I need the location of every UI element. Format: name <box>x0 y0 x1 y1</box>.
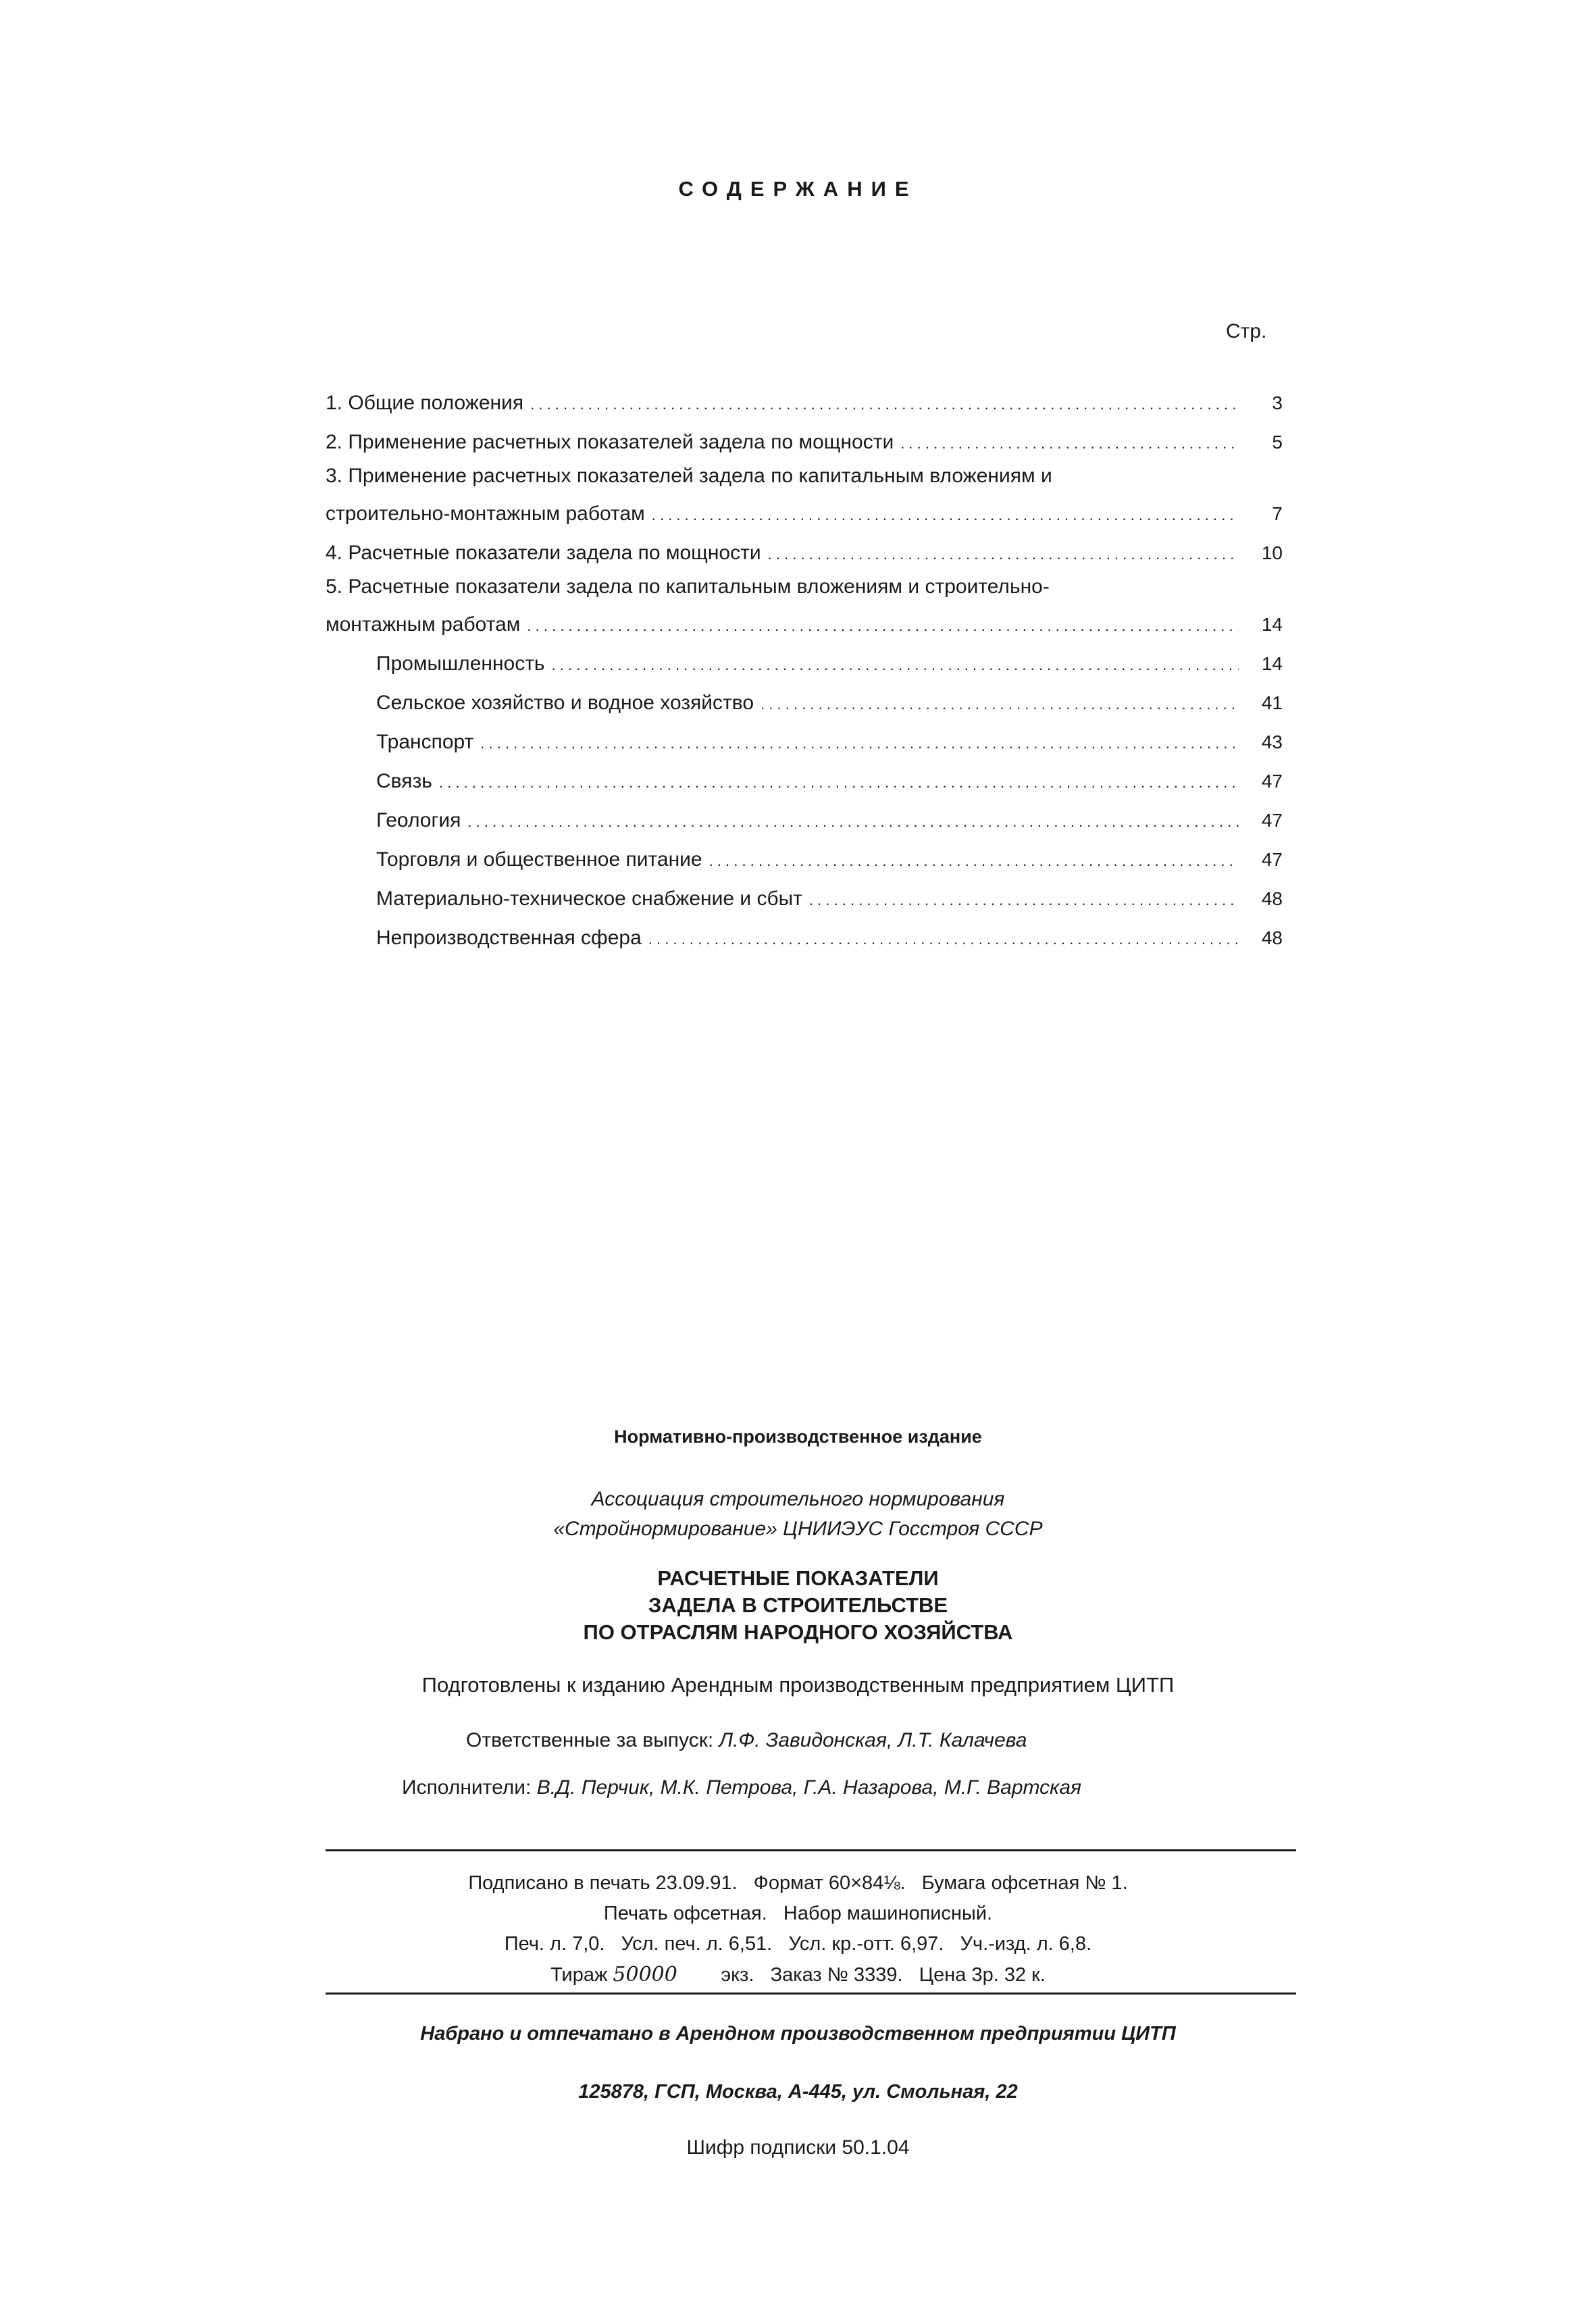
toc-entry-label-continued: монтажным работам <box>326 613 521 636</box>
toc-entry-label: Геология <box>376 809 461 831</box>
order-and-price: экз. Заказ № 3339. Цена 3р. 32 к. <box>721 1964 1046 1986</box>
title-line: ПО ОТРАСЛЯМ НАРОДНОГО ХОЗЯЙСТВА <box>583 1620 1013 1644</box>
toc-entry-page: 14 <box>1261 653 1283 674</box>
print-imprint <box>0 1868 1596 1990</box>
toc-dot-leader <box>527 610 1239 642</box>
executors <box>402 1776 1081 1799</box>
imprint-line <box>0 1959 1596 1990</box>
executors-names: В.Д. Перчик, М.К. Петрова, Г.А. Назарова, М.Г. Вартская <box>536 1776 1082 1799</box>
toc-dot-leader <box>467 806 1239 838</box>
subscription-cipher: Шифр подписки 50.1.04 <box>686 2136 910 2159</box>
toc-dot-leader <box>552 649 1239 682</box>
toc-dot-leader <box>530 388 1239 421</box>
toc-dot-leader <box>439 767 1239 799</box>
print-run-value: 50000 <box>613 1963 677 1986</box>
toc-entry <box>326 532 1283 571</box>
toc-entry-page: 41 <box>1261 692 1283 713</box>
toc-page-column-label: Стр. <box>1226 320 1267 342</box>
printer-info: Набрано и отпечатано в Арендном производственном предприятии ЦИТП <box>420 2023 1176 2045</box>
toc-dot-leader <box>480 727 1239 760</box>
publication-title <box>0 1565 1596 1646</box>
toc-entry <box>326 571 1283 642</box>
toc-entry-page: 48 <box>1261 927 1283 948</box>
toc-subentry <box>326 682 1283 721</box>
toc-entry-page: 3 <box>1272 392 1283 413</box>
toc-dot-leader <box>761 688 1239 721</box>
print-run-label: Тираж <box>550 1964 608 1986</box>
toc-entry-label: 4. Расчетные показатели задела по мощности <box>326 542 761 564</box>
executors-label: Исполнители: <box>402 1776 532 1799</box>
toc-entry-page: 7 <box>1272 503 1283 524</box>
association-line: «Стройнормирование» ЦНИИЭУС Госстроя СССР <box>553 1518 1043 1540</box>
toc-subentry <box>326 838 1283 877</box>
toc-entry-page: 47 <box>1261 771 1283 792</box>
responsible-names: Л.Ф. Завидонская, Л.Т. Калачева <box>719 1729 1027 1751</box>
divider-rule <box>326 1849 1296 1851</box>
toc-dot-leader <box>709 845 1239 877</box>
toc-dot-leader <box>652 499 1239 532</box>
toc-entry-label-continued: строительно-монтажным работам <box>326 503 645 525</box>
association-line: Ассоциация строительного нормирования <box>591 1488 1005 1510</box>
toc-subentry <box>326 917 1283 956</box>
toc-dot-leader <box>900 428 1239 460</box>
toc-entry-page: 14 <box>1261 614 1283 635</box>
toc-entry <box>326 421 1283 460</box>
toc-entry-label: Материально-техническое снабжение и сбыт <box>376 888 802 910</box>
publication-kind: Нормативно-производственное издание <box>614 1426 982 1447</box>
toc-entry <box>326 382 1283 421</box>
printer-address: 125878, ГСП, Москва, А-445, ул. Смольная, 22 <box>578 2081 1018 2103</box>
toc-entry-label: 2. Применение расчетных показателей задела по мощности <box>326 431 894 453</box>
responsible-editors <box>466 1729 1027 1752</box>
toc-entry-label: 3. Применение расчетных показателей задела по капитальным вложениям и <box>326 465 1052 487</box>
title-line: РАСЧЕТНЫЕ ПОКАЗАТЕЛИ <box>657 1566 939 1590</box>
toc-entry-label: 1. Общие положения <box>326 392 524 414</box>
toc-subentry <box>326 799 1283 838</box>
toc-entry-label: Промышленность <box>376 652 545 675</box>
divider-rule <box>326 1992 1296 1995</box>
toc-dot-leader <box>648 923 1239 956</box>
toc-entry-label: 5. Расчетные показатели задела по капитальным вложениям и строительно- <box>326 575 1050 598</box>
toc-entry-label: Непроизводственная сфера <box>376 927 642 949</box>
imprint-line: Подписано в печать 23.09.91. Формат 60×84⅛. Бумага офсетная № 1. <box>468 1872 1128 1894</box>
toc-subentry <box>326 877 1283 917</box>
toc-entry <box>326 460 1283 532</box>
toc-subentry <box>326 760 1283 799</box>
toc-entry-label: Связь <box>376 770 432 792</box>
imprint-line: Печ. л. 7,0. Усл. печ. л. 6,51. Усл. кр.-отт. 6,97. Уч.-изд. л. 6,8. <box>504 1933 1092 1955</box>
responsible-label: Ответственные за выпуск: <box>466 1729 714 1751</box>
table-of-contents <box>326 382 1283 956</box>
toc-subentry <box>326 642 1283 682</box>
toc-entry-label: Транспорт <box>376 731 474 753</box>
imprint-line: Печать офсетная. Набор машинописный. <box>603 1903 993 1924</box>
toc-dot-leader <box>768 538 1239 571</box>
toc-subentry <box>326 721 1283 760</box>
title-line: ЗАДЕЛА В СТРОИТЕЛЬСТВЕ <box>648 1593 948 1617</box>
toc-entry-page: 5 <box>1272 432 1283 453</box>
toc-dot-leader <box>809 884 1239 917</box>
toc-entry-label: Торговля и общественное питание <box>376 848 702 871</box>
toc-entry-page: 47 <box>1261 849 1283 870</box>
toc-entry-page: 48 <box>1261 888 1283 909</box>
toc-entry-page: 47 <box>1261 810 1283 831</box>
toc-title: СОДЕРЖАНИЕ <box>678 177 918 201</box>
prepared-by: Подготовлены к изданию Арендным производственным предприятием ЦИТП <box>421 1673 1175 1697</box>
publisher-association <box>0 1485 1596 1544</box>
toc-entry-page: 10 <box>1261 542 1283 563</box>
toc-entry-label: Сельское хозяйство и водное хозяйство <box>376 692 754 714</box>
toc-entry-page: 43 <box>1261 731 1283 752</box>
